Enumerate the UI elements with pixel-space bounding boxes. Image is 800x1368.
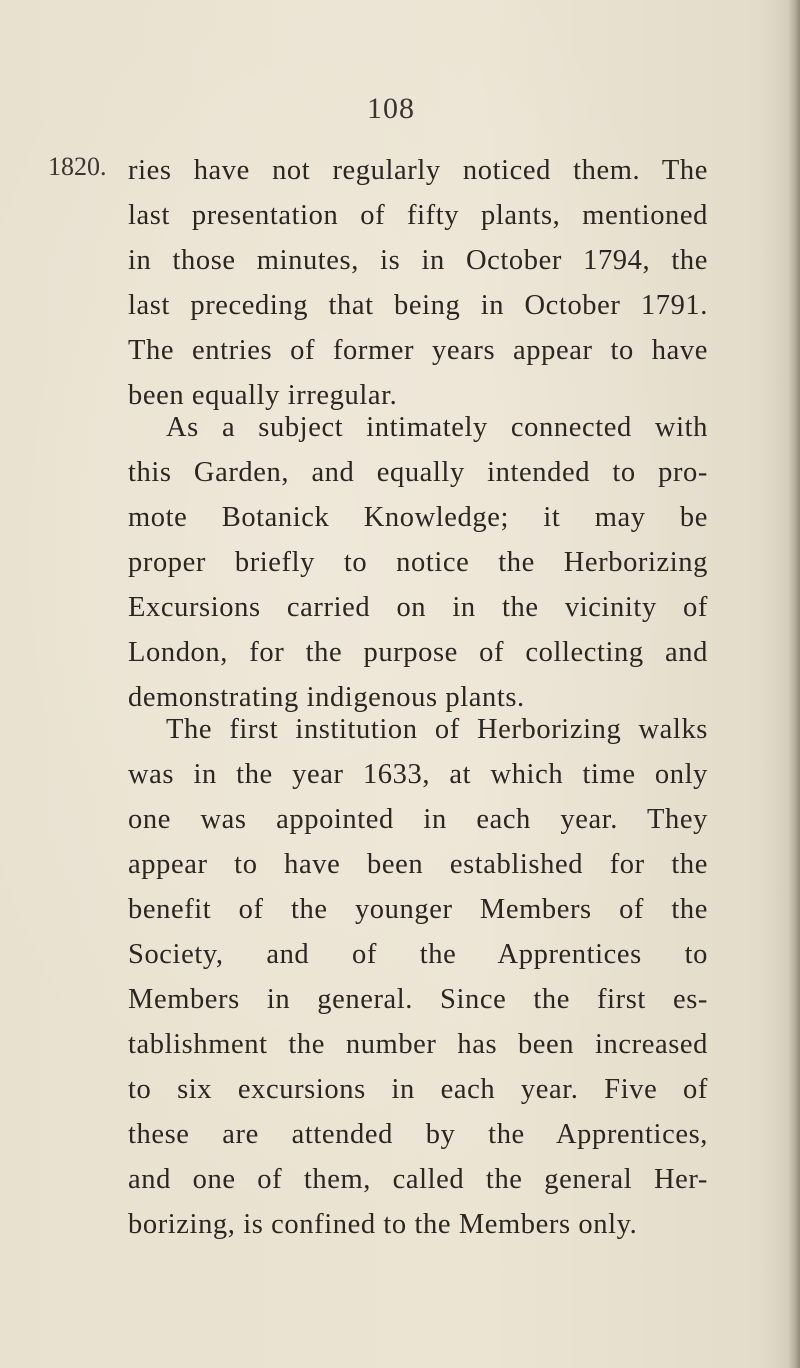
text-line: was in the year 1633, at which time only bbox=[128, 759, 708, 790]
text-line: Society, and of the Apprentices to bbox=[128, 939, 708, 970]
text-line: The first institution of Herborizing walks bbox=[166, 714, 708, 745]
text-line: Members in general. Since the first es- bbox=[128, 984, 708, 1015]
paragraph-1 bbox=[128, 148, 708, 418]
text-line: As a subject intimately connected with bbox=[166, 412, 708, 443]
text-line: one was appointed in each year. They bbox=[128, 804, 708, 835]
text-line: London, for the purpose of collecting and bbox=[128, 637, 708, 668]
text-line: tablishment the number has been increased bbox=[128, 1029, 708, 1060]
text-line: demonstrating indigenous plants. bbox=[128, 682, 525, 713]
text-line: been equally irregular. bbox=[128, 380, 398, 411]
text-line: Excursions carried on in the vicinity of bbox=[128, 592, 708, 623]
margin-year-note: 1820. bbox=[48, 152, 107, 181]
paragraph-3 bbox=[128, 707, 708, 1247]
text-line: appear to have been established for the bbox=[128, 849, 708, 880]
text-line: mote Botanick Knowledge; it may be bbox=[128, 502, 708, 533]
text-line: benefit of the younger Members of the bbox=[128, 894, 708, 925]
text-line: borizing, is confined to the Members only. bbox=[128, 1209, 638, 1240]
text-line: and one of them, called the general Her- bbox=[128, 1164, 708, 1195]
text-line: this Garden, and equally intended to pro- bbox=[128, 457, 708, 488]
text-line: proper briefly to notice the Herborizing bbox=[128, 547, 708, 578]
text-line: to six excursions in each year. Five of bbox=[128, 1074, 708, 1105]
paragraph-2 bbox=[128, 405, 708, 720]
text-line: The entries of former years appear to have bbox=[128, 335, 708, 366]
text-line: in those minutes, is in October 1794, the bbox=[128, 245, 708, 276]
text-line: last presentation of fifty plants, mentioned bbox=[128, 200, 708, 231]
text-line: last preceding that being in October 1791. bbox=[128, 290, 708, 321]
page-edge-shadow bbox=[788, 0, 800, 1368]
text-line: ries have not regularly noticed them. The bbox=[128, 155, 708, 186]
text-line: these are attended by the Apprentices, bbox=[128, 1119, 708, 1150]
page-number: 108 bbox=[367, 92, 415, 125]
